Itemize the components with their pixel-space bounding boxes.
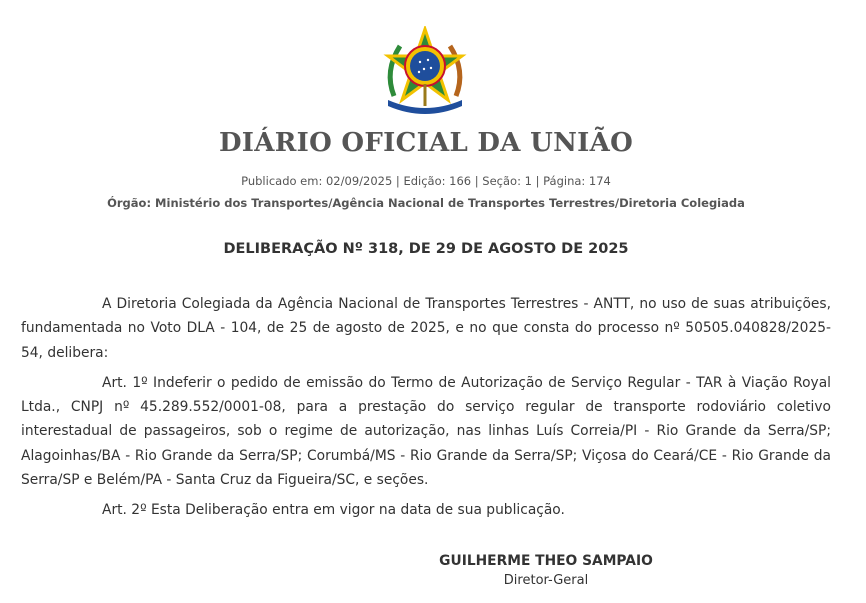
signatory-name: GUILHERME THEO SAMPAIO xyxy=(439,553,653,569)
preamble-paragraph: A Diretoria Colegiada da Agência Nacional de Transportes Terrestres - ANTT, no uso de suas atribuições, fundamentada no Voto DLA - 104, de 25 de agosto de 2025, e no que consta do processo nº 50505.040828/2025-54, delibera: xyxy=(21,296,831,361)
publication-info: Publicado em: 02/09/2025 | Edição: 166 | Seção: 1 | Página: 174 xyxy=(241,174,611,188)
issuing-body: Órgão: Ministério dos Transportes/Agência Nacional de Transportes Terrestres/Diretoria Colegiada xyxy=(107,196,745,210)
signature-block xyxy=(406,551,686,591)
article-1-paragraph: Art. 1º Indeferir o pedido de emissão do Termo de Autorização de Serviço Regular - TAR à Viação Royal Ltda., CNPJ nº 45.289.552/0001-08, para a prestação do serviço regular de transporte rodoviário coletivo interestadual de passageiros, sob o regime de autorização, nas linhas Luís Correia/PI - Rio Grande da Serra/SP; Alagoinhas/BA - Rio Grande da Serra/SP; Corumbá/MS - Rio Grande da Serra/SP; Viçosa do Ceará/CE - Rio Grande da Serra/SP e Belém/PA - Santa Cruz da Figueira/SC, e seções. xyxy=(21,374,831,489)
signatory-role: Diretor-Geral xyxy=(503,573,589,588)
article-2-paragraph: Art. 2º Esta Deliberação entra em vigor na data de sua publicação. xyxy=(102,502,565,519)
masthead-title: DIÁRIO OFICIAL DA UNIÃO xyxy=(218,128,634,158)
brazil-coat-of-arms-icon xyxy=(380,26,470,116)
document-title: DELIBERAÇÃO Nº 318, DE 29 DE AGOSTO DE 2025 xyxy=(223,241,629,257)
document-body xyxy=(21,292,831,529)
